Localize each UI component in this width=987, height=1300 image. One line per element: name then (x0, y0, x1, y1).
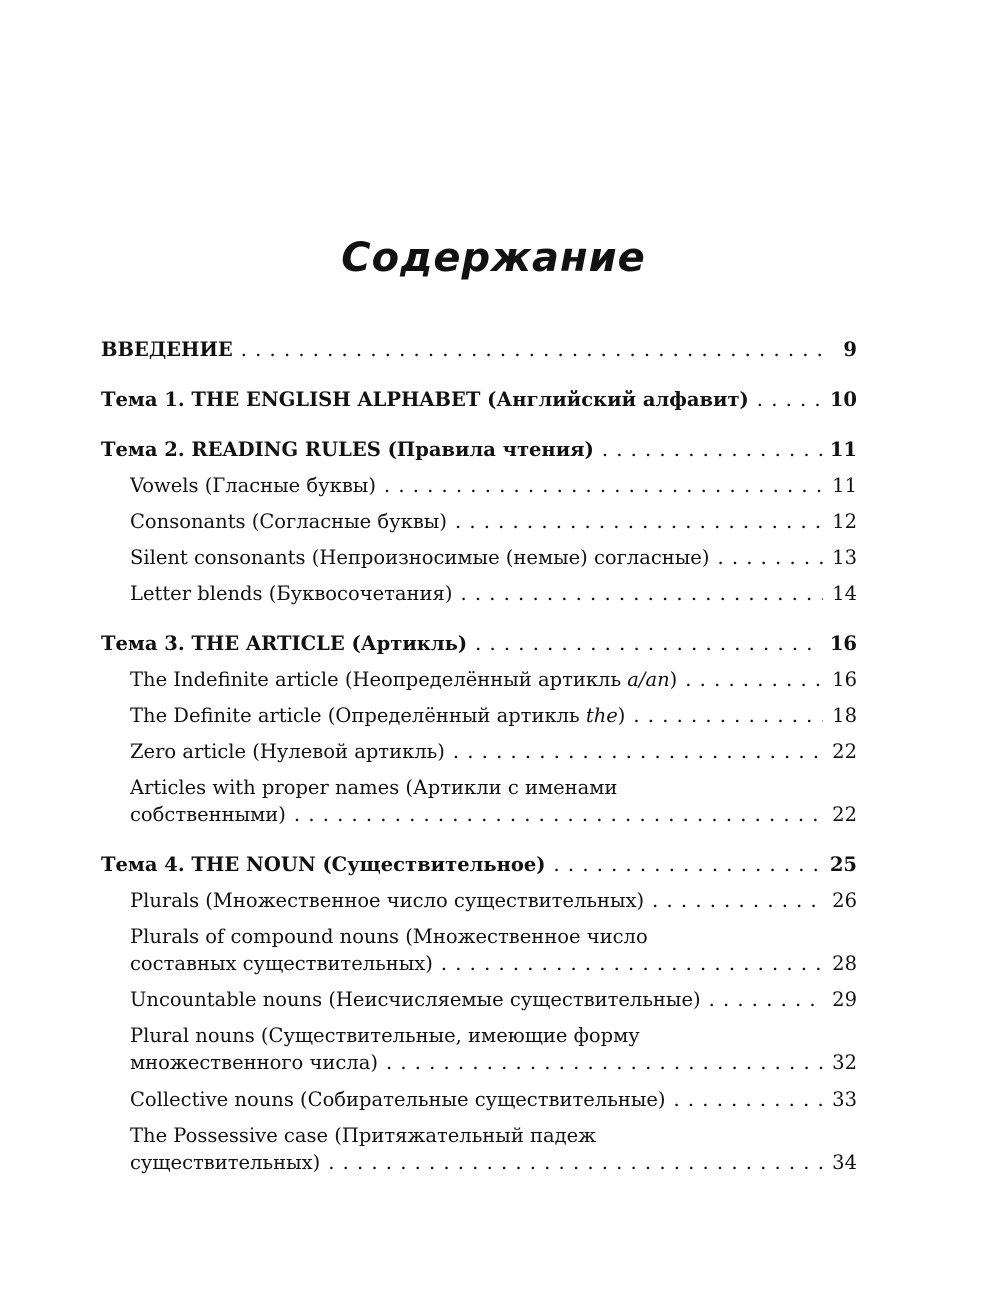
toc-entry-label-line1: Plurals of compound nouns (Множественное число (130, 925, 648, 948)
dot-leader (294, 801, 823, 828)
toc-entry-consonants[interactable] (130, 508, 857, 535)
toc-entry-plural-nouns[interactable] (130, 1022, 857, 1076)
toc-page-number: 22 (832, 803, 857, 826)
toc-entry-label: составных существительных) (130, 952, 433, 975)
toc-entry-uncountable-nouns[interactable] (130, 986, 857, 1013)
toc-entry-definite-article[interactable] (130, 702, 857, 729)
toc-entry-label (130, 702, 625, 729)
toc-page-number: 34 (832, 1151, 857, 1174)
dot-leader (717, 544, 823, 571)
toc-entry-label-close: ) (617, 704, 626, 727)
toc-entry-label (130, 666, 677, 693)
toc-entry-label: Тема 2. READING RULES (Правила чтения) (101, 438, 594, 461)
toc-entry-zero-article[interactable] (130, 738, 857, 765)
dot-leader (652, 887, 823, 914)
toc-entry-topic-2[interactable] (101, 436, 857, 463)
toc-entry-label-text: The Indefinite article (Неопределённый артикль (130, 668, 628, 691)
toc-page-number: 25 (829, 853, 857, 876)
toc-entry-label: множественного числа) (130, 1051, 378, 1074)
toc-page-number: 28 (832, 952, 857, 975)
toc-entry-label: Letter blends (Буквосочетания) (130, 582, 453, 605)
toc-entry-introduction[interactable] (101, 336, 857, 363)
dot-leader (633, 702, 823, 729)
toc-page-number: 33 (832, 1088, 857, 1111)
dot-leader (386, 1049, 823, 1076)
toc-page-number: 32 (832, 1051, 857, 1074)
dot-leader (757, 386, 822, 413)
toc-page-number: 10 (829, 388, 857, 411)
toc-page-number: 22 (832, 740, 857, 763)
toc-entry-label: Zero article (Нулевой артикль) (130, 740, 445, 763)
toc-entry-silent-consonants[interactable] (130, 544, 857, 571)
page-title: Содержание (341, 235, 646, 281)
toc-entry-label-italic: a/an (627, 668, 670, 691)
dot-leader (441, 950, 823, 977)
toc-entry-plurals-compound-nouns[interactable] (130, 923, 857, 977)
dot-leader (685, 666, 823, 693)
toc-page-number: 12 (832, 510, 857, 533)
toc-entry-label: Uncountable nouns (Неисчисляемые существительные) (130, 988, 701, 1011)
toc-page-number: 14 (832, 582, 857, 605)
toc-entry-label: Тема 1. THE ENGLISH ALPHABET (Английский алфавит) (101, 388, 749, 411)
toc-page-number: 29 (832, 988, 857, 1011)
toc-entry-label-line1: Plural nouns (Существительные, имеющие форму (130, 1024, 640, 1047)
toc-entry-label-line1: Articles with proper names (Артикли с именами (130, 776, 618, 799)
toc-page-number: 16 (829, 632, 857, 655)
toc-entry-label: ВВЕДЕНИЕ (101, 338, 233, 361)
toc-entry-topic-3[interactable] (101, 630, 857, 657)
toc-page-number: 16 (832, 668, 857, 691)
toc-entry-label: Plurals (Множественное число существительных) (130, 889, 645, 912)
toc-entry-label: Vowels (Гласные буквы) (130, 474, 376, 497)
dot-leader (384, 472, 823, 499)
toc-page-number: 11 (832, 474, 857, 497)
toc-entry-label: собственными) (130, 803, 286, 826)
toc-entry-label-close: ) (669, 668, 678, 691)
toc-entry-label: Collective nouns (Собирательные существительные) (130, 1088, 666, 1111)
toc-entry-label-text: The Definite article (Определённый артикль (130, 704, 586, 727)
toc-entry-plurals[interactable] (130, 887, 857, 914)
toc-entry-indefinite-article[interactable] (130, 666, 857, 693)
toc-entry-topic-1[interactable] (101, 386, 857, 413)
dot-leader (475, 630, 822, 657)
toc-entry-collective-nouns[interactable] (130, 1086, 857, 1113)
dot-leader (554, 851, 822, 878)
toc-entry-articles-proper-names[interactable] (130, 774, 857, 828)
toc-entry-possessive-case[interactable] (130, 1122, 857, 1176)
toc-page-number: 26 (832, 889, 857, 912)
dot-leader (241, 336, 823, 363)
toc-page-number: 11 (829, 438, 857, 461)
toc-entry-letter-blends[interactable] (130, 580, 857, 607)
dot-leader (602, 436, 822, 463)
toc-entry-vowels[interactable] (130, 472, 857, 499)
toc-page-number: 13 (832, 546, 857, 569)
toc-entry-label-line1: The Possessive case (Притяжательный падеж (130, 1124, 597, 1147)
toc-entry-topic-4[interactable] (101, 851, 857, 878)
toc-entry-label-italic: the (585, 704, 618, 727)
dot-leader (460, 580, 823, 607)
toc-page-number: 9 (843, 338, 857, 361)
toc-entry-label: Тема 3. THE ARTICLE (Артикль) (101, 632, 468, 655)
toc-page-number: 18 (832, 704, 857, 727)
dot-leader (709, 986, 823, 1013)
toc-entry-label: существительных) (130, 1151, 321, 1174)
toc-entry-label: Тема 4. THE NOUN (Существительное) (101, 853, 546, 876)
dot-leader (328, 1149, 823, 1176)
dot-leader (453, 738, 823, 765)
toc-entry-label: Consonants (Согласные буквы) (130, 510, 447, 533)
dot-leader (674, 1086, 824, 1113)
toc-entry-label: Silent consonants (Непроизносимые (немые) согласные) (130, 546, 710, 569)
dot-leader (455, 508, 823, 535)
